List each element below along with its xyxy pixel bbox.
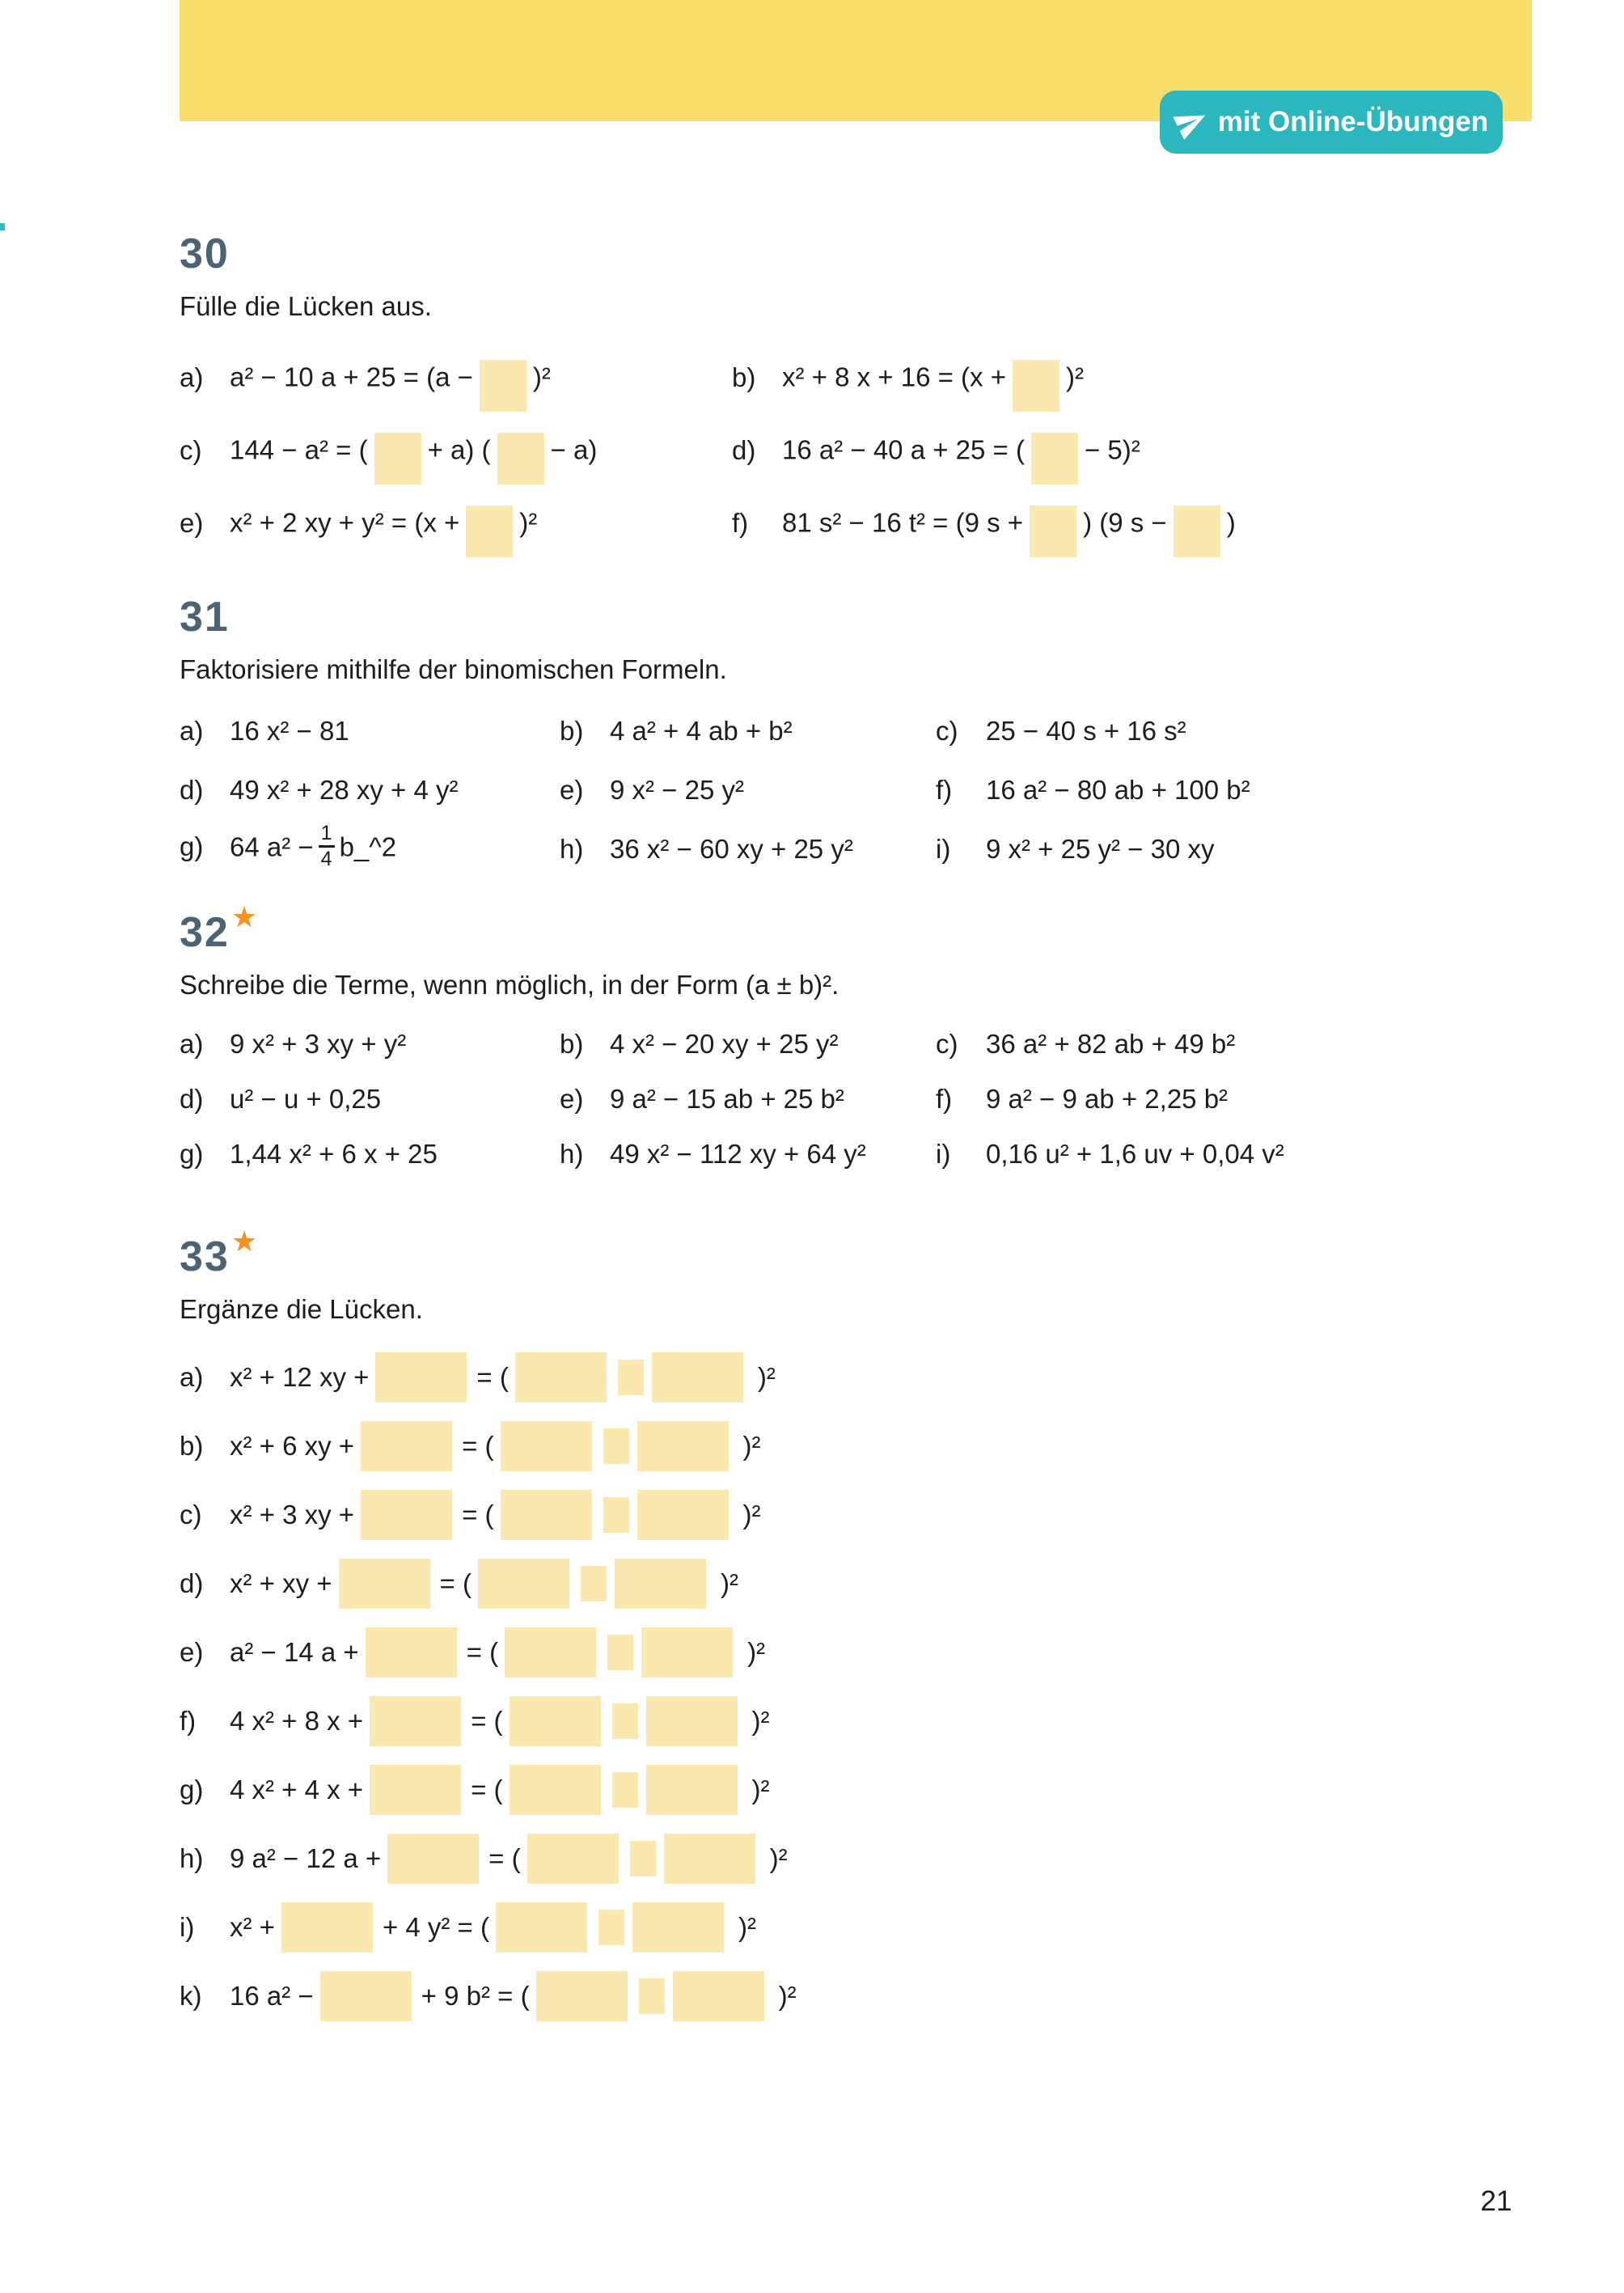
blank-box[interactable] (536, 1971, 628, 2021)
exercise-number: 31 (180, 594, 230, 641)
item-label: k) (180, 1980, 202, 2011)
expression-segment: = ( (439, 1567, 472, 1598)
math-expression: 9 a² − 15 ab + 25 b² (610, 1084, 844, 1114)
exercise-row (180, 426, 732, 478)
expression-segment: = ( (466, 1636, 499, 1667)
blank-box[interactable] (646, 1765, 738, 1815)
blank-box[interactable] (637, 1421, 729, 1471)
blank-box[interactable] (505, 1627, 596, 1677)
blank-box[interactable] (652, 1352, 743, 1402)
exercise-header (180, 1225, 1474, 1281)
expression-segment: 4 x² + 4 x + (230, 1774, 364, 1804)
item-label: i) (936, 833, 951, 864)
expression-segment: a² − 14 a + (230, 1636, 359, 1667)
exercise-item (180, 1029, 560, 1060)
item-label: c) (180, 434, 202, 465)
exercise-item (936, 834, 1474, 865)
exercise-row (732, 499, 1474, 551)
star-icon: ★ (230, 1225, 258, 1258)
expression-segment: + 9 b² = ( (421, 1980, 530, 2011)
expression-segment: = ( (471, 1705, 503, 1736)
item-label: g) (180, 1774, 204, 1804)
exercise-row (180, 1824, 1474, 1893)
blank-box[interactable] (320, 1971, 412, 2021)
math-expression: 36 x² − 60 xy + 25 y² (610, 833, 853, 864)
fraction-denominator: 4 (320, 848, 332, 870)
blank-box[interactable] (281, 1902, 373, 1952)
math-expression: 9 x² − 25 y² (610, 774, 744, 805)
item-label: d) (180, 1084, 204, 1114)
item-label: f) (936, 774, 953, 805)
expression-segment: )² (742, 1430, 761, 1461)
exercise-row (180, 1755, 1474, 1824)
math-expression: 1,44 x² + 6 x + 25 (230, 1139, 438, 1169)
operator-blank-box[interactable] (612, 1703, 638, 1739)
exercise-item (936, 1029, 1474, 1060)
item-label: a) (180, 362, 204, 392)
exercise-number: 33 (180, 1233, 230, 1280)
item-label: b) (560, 1029, 584, 1059)
exercise-instruction: Fülle die Lücken aus. (180, 291, 432, 321)
exercise-item (560, 834, 936, 865)
exercise-item (180, 1139, 560, 1170)
exercise-instruction: Ergänze die Lücken. (180, 1294, 423, 1324)
item-label: e) (560, 1084, 584, 1114)
paper-plane-icon (1169, 99, 1214, 145)
expression-segment: x² + xy + (230, 1567, 332, 1598)
math-expression: 49 x² + 28 xy + 4 y² (230, 774, 459, 805)
exercise-instruction: Schreibe die Terme, wenn möglich, in der Form (a ± b)². (180, 970, 839, 1000)
badge-label: mit Online-Übungen (1217, 106, 1489, 137)
blank-box[interactable] (641, 1627, 733, 1677)
item-label: a) (180, 1361, 204, 1392)
expression-segment: ) (9 s − (1083, 507, 1167, 538)
item-label: d) (180, 1567, 204, 1598)
math-expression: 16 a² − 80 ab + 100 b² (986, 774, 1250, 805)
blank-box[interactable] (501, 1490, 592, 1540)
blank-box[interactable] (646, 1696, 738, 1746)
expression-segment: x² + 6 xy + (230, 1430, 355, 1461)
expression-segment: = ( (488, 1842, 521, 1873)
page-edge-mark (0, 223, 5, 231)
blank-box[interactable] (1031, 433, 1078, 484)
exercise-instruction: Faktorisiere mithilfe der binomischen Formeln. (180, 654, 727, 684)
expression-segment: 4 x² + 8 x + (230, 1705, 364, 1736)
blank-box[interactable] (478, 1559, 569, 1609)
expression-segment: 9 a² − 12 a + (230, 1842, 382, 1873)
expression-segment: )² (738, 1911, 756, 1942)
expression-segment: x² + 12 xy + (230, 1361, 370, 1392)
math-expression: 4 x² − 20 xy + 25 y² (610, 1029, 839, 1059)
exercise-number: 30 (180, 231, 230, 277)
blank-box[interactable] (375, 1352, 467, 1402)
blank-box[interactable] (637, 1490, 729, 1540)
expression-segment: = ( (471, 1774, 503, 1804)
blank-box[interactable] (480, 360, 527, 412)
exercise-row (732, 353, 1474, 405)
blank-box[interactable] (664, 1834, 755, 1884)
expression-segment: )² (751, 1774, 770, 1804)
expression-segment: )² (519, 507, 538, 538)
page-number: 21 (1480, 2185, 1512, 2217)
blank-box[interactable] (387, 1834, 479, 1884)
blank-box[interactable] (366, 1627, 457, 1677)
expression-segment: x² + (230, 1911, 275, 1942)
operator-blank-box[interactable] (630, 1841, 656, 1876)
expression-segment: − 5)² (1084, 434, 1140, 465)
math-expression: 64 a² − (230, 831, 314, 862)
operator-blank-box[interactable] (603, 1497, 629, 1533)
expression-segment: )² (742, 1499, 761, 1529)
item-label: c) (936, 1029, 958, 1059)
expression-segment: )² (720, 1567, 738, 1598)
item-label: e) (560, 774, 584, 805)
exercise-30-grid (180, 343, 1474, 561)
expression-segment: 16 a² − 40 a + 25 = ( (782, 434, 1025, 465)
exercise-item (180, 775, 560, 806)
blank-box[interactable] (510, 1696, 601, 1746)
exercise-item (560, 716, 936, 747)
exercise-33-rows (180, 1343, 1474, 2030)
expression-segment: )² (751, 1705, 770, 1736)
expression-segment: − a) (550, 434, 598, 465)
expression-segment: )² (747, 1636, 766, 1667)
exercise-row (180, 1961, 1474, 2030)
item-label: f) (936, 1084, 953, 1114)
item-label: g) (180, 831, 204, 862)
exercise-item (180, 821, 560, 874)
expression-segment: 16 a² − (230, 1980, 314, 2011)
math-expression: b_^2 (339, 831, 397, 862)
exercise-31-section (180, 596, 1474, 878)
expression-segment: )² (757, 1361, 776, 1392)
expression-segment: 81 s² − 16 t² = (9 s + (782, 507, 1024, 538)
expression-segment: )² (769, 1842, 788, 1873)
exercise-item (180, 716, 560, 747)
exercise-row (180, 353, 732, 405)
exercise-32-grid (180, 1017, 1474, 1182)
exercise-item (560, 775, 936, 806)
item-label: a) (180, 1029, 204, 1059)
fraction (319, 823, 335, 871)
math-expression: 9 x² + 25 y² − 30 xy (986, 833, 1215, 864)
star-icon: ★ (230, 900, 258, 933)
expression-segment: = ( (462, 1430, 494, 1461)
math-expression: u² − u + 0,25 (230, 1084, 382, 1114)
expression-segment: = ( (476, 1361, 509, 1392)
math-expression: 25 − 40 s + 16 s² (986, 715, 1186, 746)
exercise-row (180, 1343, 1474, 1411)
exercise-item (180, 1084, 560, 1115)
expression-segment: x² + 3 xy + (230, 1499, 355, 1529)
item-label: d) (180, 774, 204, 805)
item-label: e) (180, 507, 204, 538)
item-label: a) (180, 715, 204, 746)
blank-box[interactable] (501, 1421, 592, 1471)
item-label: b) (180, 1430, 204, 1461)
math-expression: 16 x² − 81 (230, 715, 349, 746)
exercise-row (180, 1549, 1474, 1618)
exercise-row (180, 1893, 1474, 1961)
exercise-row (180, 1480, 1474, 1549)
item-label: e) (180, 1636, 204, 1667)
blank-box[interactable] (1174, 506, 1220, 557)
expression-segment: + a) ( (427, 434, 491, 465)
expression-segment: = ( (462, 1499, 494, 1529)
operator-blank-box[interactable] (581, 1566, 607, 1601)
exercise-row (180, 499, 732, 551)
exercise-item (936, 1139, 1474, 1170)
expression-segment: 144 − a² = ( (230, 434, 368, 465)
item-label: h) (560, 1139, 584, 1169)
blank-box[interactable] (370, 1696, 461, 1746)
exercise-row (180, 1686, 1474, 1755)
expression-segment: x² + 2 xy + y² = (x + (230, 507, 460, 538)
blank-box[interactable] (496, 1902, 587, 1952)
exercise-number: 32 (180, 909, 230, 956)
math-expression: 49 x² − 112 xy + 64 y² (610, 1139, 866, 1169)
blank-box[interactable] (466, 506, 513, 557)
expression-segment: )² (1065, 362, 1084, 392)
item-label: h) (560, 833, 584, 864)
exercise-33-section (180, 1225, 1474, 2030)
blank-box[interactable] (370, 1765, 461, 1815)
exercise-31-grid (180, 701, 1474, 878)
exercise-header (180, 596, 1474, 641)
math-expression: 36 a² + 82 ab + 49 b² (986, 1029, 1236, 1059)
blank-box[interactable] (515, 1352, 607, 1402)
math-expression: 9 a² − 9 ab + 2,25 b² (986, 1084, 1229, 1114)
exercise-item (936, 716, 1474, 747)
item-label: c) (180, 1499, 202, 1529)
item-label: i) (936, 1139, 951, 1169)
expression-segment: x² + 8 x + 16 = (x + (782, 362, 1006, 392)
exercise-header (180, 233, 1474, 278)
item-label: g) (180, 1139, 204, 1169)
exercise-row (180, 1618, 1474, 1686)
operator-blank-box[interactable] (612, 1772, 638, 1808)
blank-box[interactable] (361, 1490, 452, 1540)
blank-box[interactable] (374, 433, 421, 484)
expression-segment: )² (778, 1980, 797, 2011)
operator-blank-box[interactable] (598, 1910, 624, 1945)
math-expression: 0,16 u² + 1,6 uv + 0,04 v² (986, 1139, 1284, 1169)
operator-blank-box[interactable] (618, 1360, 644, 1395)
operator-blank-box[interactable] (607, 1635, 633, 1670)
expression-segment: + 4 y² = ( (382, 1911, 489, 1942)
exercise-row (180, 1411, 1474, 1480)
item-label: b) (732, 362, 756, 392)
expression-segment: )² (532, 362, 551, 392)
item-label: h) (180, 1842, 204, 1873)
item-label: f) (180, 1705, 197, 1736)
item-label: f) (732, 507, 749, 538)
item-label: d) (732, 434, 756, 465)
math-expression: 4 a² + 4 ab + b² (610, 715, 793, 746)
blank-box[interactable] (527, 1834, 619, 1884)
exercise-header (180, 900, 1474, 957)
exercise-item (560, 1084, 936, 1115)
expression-segment: a² − 10 a + 25 = (a − (230, 362, 473, 392)
expression-segment: ) (1226, 507, 1236, 538)
exercise-item (936, 775, 1474, 806)
item-label: i) (180, 1911, 195, 1942)
math-expression: 9 x² + 3 xy + y² (230, 1029, 407, 1059)
operator-blank-box[interactable] (639, 1978, 665, 2014)
blank-box[interactable] (1030, 506, 1076, 557)
fraction-numerator: 1 (319, 823, 335, 848)
operator-blank-box[interactable] (603, 1428, 629, 1464)
blank-box[interactable] (632, 1902, 724, 1952)
blank-box[interactable] (1013, 360, 1059, 412)
blank-box[interactable] (361, 1421, 452, 1471)
exercise-item (560, 1139, 936, 1170)
blank-box[interactable] (673, 1971, 764, 2021)
exercise-30-section (180, 233, 1474, 561)
item-label: c) (936, 715, 958, 746)
exercise-item (560, 1029, 936, 1060)
exercise-row (732, 426, 1474, 478)
blank-box[interactable] (615, 1559, 706, 1609)
exercise-item (936, 1084, 1474, 1115)
blank-box[interactable] (497, 433, 544, 484)
exercise-32-section (180, 900, 1474, 1182)
blank-box[interactable] (339, 1559, 430, 1609)
online-exercises-badge (1160, 91, 1503, 154)
blank-box[interactable] (510, 1765, 601, 1815)
item-label: b) (560, 715, 584, 746)
